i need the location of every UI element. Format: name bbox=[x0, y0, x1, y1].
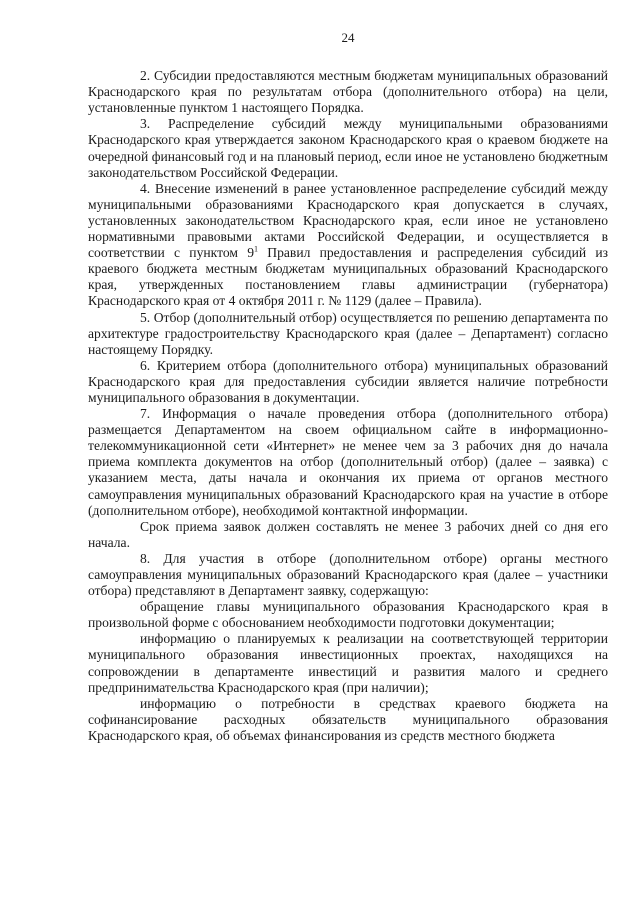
paragraph-3: 3. Распределение субсидий между муниципальными образованиями Краснодарского края утверждается законом Краснодарского края о краевом бюджете на очередной финансовый год и на плановый период, если иное не установлено бюджетным законодательством Российской Федерации. bbox=[88, 116, 608, 180]
paragraph-7: 7. Информация о начале проведения отбора (дополнительного отбора) размещается Департаментом на своем официальном сайте в информационно-телекоммуникационной сети «Интернет» не менее чем за 3 рабочих дня до начала приема комплекта документов на отбор (дополнительный отбор) (далее – заявка) с указанием места, даты начала и окончания их приема от органов местного самоуправления муниципальных образований Краснодарского края на участие в отборе (дополнительном отборе), необходимой контактной информации. bbox=[88, 406, 608, 518]
paragraph-8: 8. Для участия в отборе (дополнительном отборе) органы местного самоуправления муниципальных образований Краснодарского края (далее – участники отбора) представляют в Департамент заявку, содержащую: bbox=[88, 550, 608, 599]
footnote-superscript: 1 bbox=[254, 244, 259, 254]
page-number: 24 bbox=[341, 30, 355, 45]
paragraph-2: 2. Субсидии предоставляются местным бюджетам муниципальных образований Краснодарского края по результатам отбора (дополнительного отбора) на цели, установленные пунктом 1 настоящего Порядка. bbox=[88, 68, 608, 116]
paragraph-8-item-projects: информацию о планируемых к реализации на соответствующей территории муниципального образования инвестиционных проектах, находящихся на сопровождении в департаменте инвестиций и развития малого и среднего предпринимательства Краснодарского края (при наличии); bbox=[88, 631, 608, 695]
paragraph-4-text: 4. Внесение изменений в ранее установленное распределение субсидий между муниципальными образованиями Краснодарского края допускается в случаях, установленных законодательством Краснодарского края, если иное не установлено нормативными правовыми актами Российской Федерации, и осуществляется в соответствии с пунктом 9 bbox=[88, 180, 608, 261]
paragraph-8-item-appeal: обращение главы муниципального образования Краснодарского края в произвольной форме с обоснованием необходимости подготовки документации; bbox=[88, 599, 608, 631]
paragraph-5: 5. Отбор (дополнительный отбор) осуществляется по решению департамента по архитектуре градостроительству Краснодарского края (далее – Департамент) согласно настоящему Порядку. bbox=[88, 309, 608, 357]
paragraph-4-tail: Правил предоставления и распределения субсидий из краевого бюджета местным бюджетам муниципальных образований Краснодарского края, утвержденных постановлением главы администрации (губернатора) Краснодарского края от 4 октября 2011 г. № 1129 (далее – Правила). bbox=[88, 245, 608, 309]
paragraph-8-item-funding: информацию о потребности в средствах краевого бюджета на софинансирование расходных обязательств муниципального образования Краснодарского края, об объемах финансирования из средств местного бюджета bbox=[88, 695, 608, 743]
document-page bbox=[88, 30, 608, 744]
paragraph-4 bbox=[88, 181, 608, 310]
paragraph-6: 6. Критерием отбора (дополнительного отбора) муниципальных образований Краснодарского края для предоставления субсидии является наличие потребности муниципального образования в документации. bbox=[88, 357, 608, 405]
paragraph-7-deadline: Срок приема заявок должен составлять не менее 3 рабочих дней со дня его начала. bbox=[88, 518, 608, 550]
